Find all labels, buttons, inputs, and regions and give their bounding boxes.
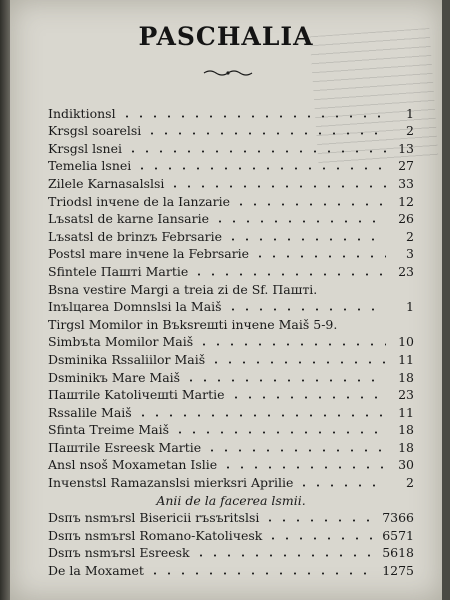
row-label: Ansl nsoš Moxametan Islie <box>48 457 218 473</box>
table-row <box>48 280 414 298</box>
row-label: Dsminika Rssaliilor Maiš <box>48 351 206 367</box>
row-value: 11 <box>398 351 414 367</box>
book-page <box>10 0 442 600</box>
row-label: De la Moxamet <box>48 563 144 579</box>
row-label: Sfintele Паштi Martie <box>48 263 189 279</box>
row-value: 2 <box>406 123 414 139</box>
row-value: 23 <box>398 387 414 403</box>
row-label: Lъsatsl de karne Iansarie <box>48 211 210 227</box>
paschalia-table <box>48 104 414 579</box>
row-value: 12 <box>398 193 414 209</box>
row-value: 23 <box>398 263 414 279</box>
page-title: PASCHALIA <box>138 22 314 51</box>
leader-dots <box>205 449 386 452</box>
row-label: Паштile Esreesk Martie <box>48 439 202 455</box>
table-row <box>48 526 414 544</box>
table-row <box>48 544 414 562</box>
leader-dots <box>135 167 386 170</box>
row-label: Krsgsl lsnei <box>48 140 122 156</box>
section-heading <box>48 491 414 509</box>
leader-dots <box>253 255 386 258</box>
table-row <box>48 245 414 263</box>
row-label: Dsminikъ Mare Maiš <box>48 369 181 385</box>
row-value: 13 <box>398 140 414 156</box>
table-row <box>48 315 414 333</box>
leader-dots <box>266 537 378 540</box>
row-value: 18 <box>398 422 414 438</box>
leader-dots <box>234 203 386 206</box>
row-value: 5618 <box>382 545 414 561</box>
table-row <box>48 139 414 157</box>
row-label: Postsl mare inчene la Febrsarie <box>48 246 250 262</box>
row-label: Krsgsl soarelsi <box>48 123 142 139</box>
row-label: Anii de la facerea lsmii. <box>156 492 306 508</box>
leader-dots <box>229 396 386 399</box>
row-value: 11 <box>398 404 414 420</box>
table-row <box>48 104 414 122</box>
row-value: 1 <box>406 105 414 121</box>
table-row <box>48 473 414 491</box>
table-row <box>48 333 414 351</box>
row-value: 10 <box>398 334 414 350</box>
leader-dots <box>145 132 386 135</box>
table-row <box>48 509 414 527</box>
leader-dots <box>194 554 379 557</box>
leader-dots <box>226 308 386 311</box>
table-row <box>48 386 414 404</box>
leader-dots <box>197 343 386 346</box>
row-label: Lъsatsl de brinzъ Febrsarie <box>48 228 223 244</box>
row-label: Sfinta Treime Maiš <box>48 422 169 438</box>
leader-dots <box>263 519 378 522</box>
row-value: 26 <box>398 211 414 227</box>
table-row <box>48 157 414 175</box>
row-value: 3 <box>406 246 414 262</box>
leader-dots <box>173 431 386 434</box>
row-value: 33 <box>398 175 414 191</box>
row-label: Triodsl inчene de la Ianzarie <box>48 193 231 209</box>
row-label: Dsпъ nsmъrsl Esreesk <box>48 545 190 561</box>
leader-dots <box>221 466 386 469</box>
table-row <box>48 227 414 245</box>
row-value: 30 <box>398 457 414 473</box>
row-value: 7366 <box>382 510 414 526</box>
row-value: 18 <box>398 439 414 455</box>
leader-dots <box>213 220 386 223</box>
row-label: Bsna vestire Margi a treia zi de Sf. Паштi. <box>48 281 318 297</box>
table-row <box>48 174 414 192</box>
title-ornament <box>202 68 254 78</box>
row-value: 18 <box>398 369 414 385</box>
row-label: Rssalile Maiš <box>48 404 132 420</box>
table-row <box>48 561 414 579</box>
leader-dots <box>126 150 386 153</box>
row-label: Simbъta Momilor Maiš <box>48 334 194 350</box>
book-gutter <box>0 0 10 600</box>
row-label: Tirgsl Momilor in Bъksreшti inчene Maiš 5-9. <box>48 316 338 332</box>
row-value: 1275 <box>382 563 414 579</box>
row-value: 27 <box>398 158 414 174</box>
row-label: Inчenstsl Ramazanslsi mierksri Aprilie <box>48 475 294 491</box>
leader-dots <box>184 379 386 382</box>
leader-dots <box>148 572 378 575</box>
table-row <box>48 438 414 456</box>
row-label: Indiktionsl <box>48 105 116 121</box>
row-label: Zilele Karnasalslsi <box>48 175 165 191</box>
row-label: Dsпъ nsmъrsl Bisericii rъsъritslsi <box>48 510 260 526</box>
table-row <box>48 192 414 210</box>
leader-dots <box>226 238 386 241</box>
table-row <box>48 210 414 228</box>
table-row <box>48 350 414 368</box>
leader-dots <box>168 185 386 188</box>
leader-dots <box>136 414 386 417</box>
row-label: Dsпъ nsmъrsl Romano-Katoliчesk <box>48 527 263 543</box>
row-value: 6571 <box>382 527 414 543</box>
table-row <box>48 456 414 474</box>
row-value: 2 <box>406 228 414 244</box>
row-label: Паштile Katoliчeшti Martie <box>48 387 225 403</box>
leader-dots <box>297 484 386 487</box>
table-row <box>48 368 414 386</box>
row-value: 1 <box>406 299 414 315</box>
table-row <box>48 421 414 439</box>
row-value: 2 <box>406 475 414 491</box>
table-row <box>48 403 414 421</box>
table-row <box>48 262 414 280</box>
table-row <box>48 298 414 316</box>
leader-dots <box>120 115 386 118</box>
leader-dots <box>192 273 386 276</box>
row-label: Inъlцarea Domnslsi la Maiš <box>48 299 222 315</box>
row-label: Temelia lsnei <box>48 158 132 174</box>
table-row <box>48 122 414 140</box>
leader-dots <box>209 361 386 364</box>
